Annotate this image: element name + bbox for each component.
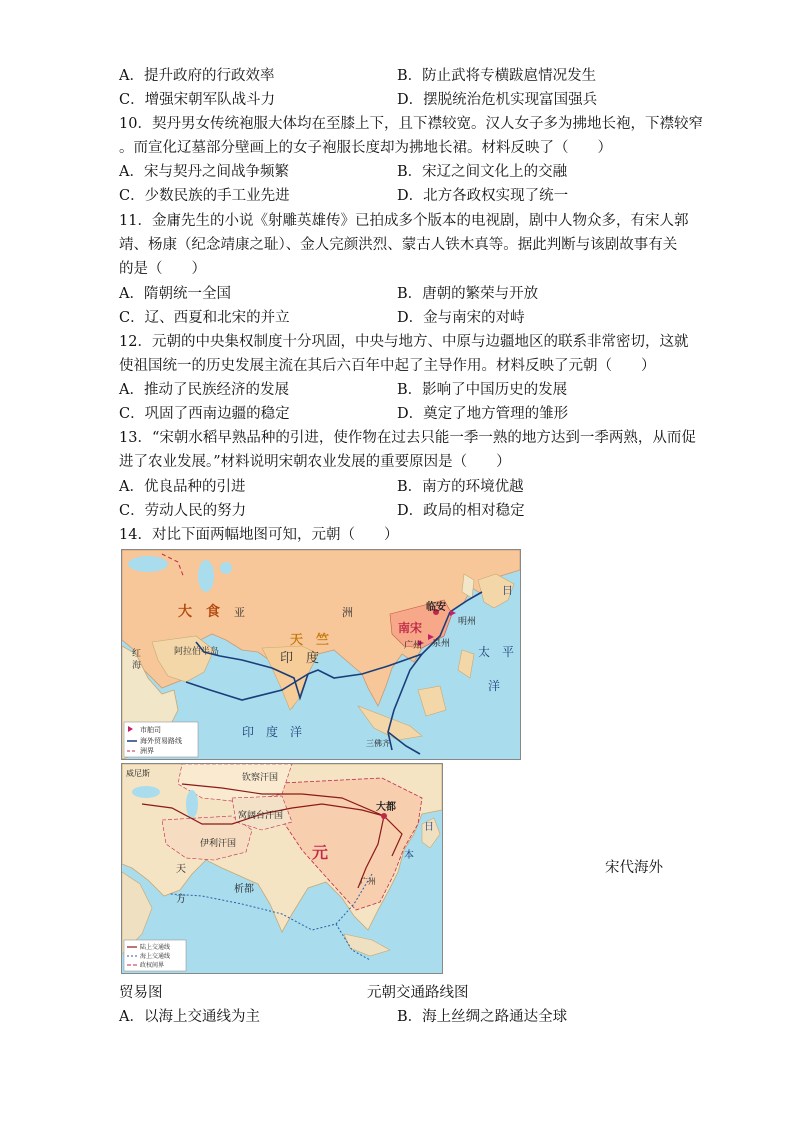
- q11-stem-line3: 的是（ ）: [119, 261, 206, 277]
- label-ben: 本: [404, 850, 414, 861]
- q10-stem-line2: 。而宣化辽墓部分壁画上的女子袍服长度却为拂地长裙。材料反映了（ ）: [119, 140, 612, 156]
- legend-border-label: 政权间界: [140, 962, 165, 969]
- label-indian-ocean: 印 度 洋: [242, 725, 303, 739]
- q9-option-c: C．增强宋朝军队战斗力: [119, 92, 276, 108]
- q10-option-b: B．宋辽之间文化上的交融: [397, 164, 568, 180]
- map1-caption-part2: 贸易图: [119, 985, 163, 1001]
- q13-option-d: D．政局的相对稳定: [397, 503, 525, 519]
- aral-sea: [220, 562, 232, 574]
- label-ya: 亚: [234, 606, 245, 619]
- label-dashi: 大 食: [178, 604, 220, 620]
- q10-option-d: D．北方各政权实现了统一: [397, 188, 569, 204]
- label-tian: 天: [176, 864, 186, 875]
- song-trade-map-graphic: [122, 550, 520, 759]
- song-overseas-trade-map: [121, 549, 521, 760]
- label-hai: 海: [132, 661, 142, 671]
- label-nansong: 南宋: [398, 621, 423, 635]
- caspian-sea: [198, 560, 214, 592]
- label-yindu: 印 度: [280, 651, 320, 666]
- label-linan: 临安: [426, 602, 446, 613]
- q10-stem-line1: 10．契丹男女传统袍服大体均在至膝上下，且下襟较宽。汉人女子多为拂地长袍，下襟较窄: [119, 116, 703, 132]
- q12-stem-line1: 12．元朝的中央集权制度十分巩固，中央与地方、中原与边疆地区的联系非常密切，这就: [119, 334, 689, 350]
- q11-stem-line2: 靖、杨康（纪念靖康之耻）、金人完颜洪烈、蒙古人铁木真等。据此判断与该剧故事有关: [119, 237, 678, 253]
- label-zhou: 洲: [342, 606, 353, 619]
- label-ri-2: 日: [424, 822, 434, 833]
- label-ri: 日: [502, 584, 513, 597]
- label-xidu: 析都: [234, 884, 254, 895]
- q12-option-d: D．奠定了地方管理的雏形: [397, 406, 569, 422]
- q11-option-a: A．隋朝统一全国: [119, 286, 231, 302]
- label-yuan: 元: [312, 843, 329, 862]
- q14-stem: 14．对比下面两幅地图可知，元朝（ ）: [119, 527, 399, 543]
- label-qinchahan: 钦察汗国: [242, 773, 279, 783]
- label-sanfoqi: 三佛齐: [366, 739, 390, 748]
- legend-trade-route-label: 海外贸易路线: [140, 737, 182, 745]
- q10-option-a: A．宋与契丹之间战争频繁: [119, 164, 289, 180]
- q14-option-b: B．海上丝绸之路通达全球: [397, 1009, 568, 1025]
- label-wokuotai: 窝阔台汗国: [238, 811, 284, 821]
- map1-caption-part1: 宋代海外: [605, 860, 663, 876]
- label-tianzhu: 天 竺: [290, 633, 330, 648]
- q13-stem-line1: 13．“宋朝水稻早熟品种的引进，使作物在过去只能一季一熟的地方达到一季两熟，从而促: [119, 430, 696, 446]
- label-guangzhou: 广州: [404, 641, 423, 651]
- q12-option-a: A．推动了民族经济的发展: [119, 382, 289, 398]
- label-yilihan: 伊利汗国: [200, 839, 237, 849]
- yuan-transport-map-graphic: [122, 764, 442, 973]
- yuan-transport-routes-map: [121, 763, 443, 974]
- label-alabo: 阿拉伯半岛: [174, 647, 220, 657]
- legend-sea-route-label: 海上交通线: [140, 953, 171, 960]
- q13-stem-line2: 进了农业发展。”材料说明宋朝农业发展的重要原因是（ ）: [119, 454, 511, 470]
- label-hong: 红: [132, 649, 142, 659]
- q11-stem-line1: 11．金庸先生的小说《射雕英雄传》已拍成多个版本的电视剧，剧中人物众多，有宋人郭: [119, 213, 689, 229]
- black-sea: [128, 556, 168, 572]
- legend-land-route-label: 陆上交通线: [140, 944, 171, 951]
- caspian-sea-2: [186, 790, 198, 818]
- map2-caption: 元朝交通路线图: [367, 985, 469, 1001]
- label-taiping: 太 平: [478, 645, 515, 659]
- q9-option-d: D．摆脱统治危机实现富国强兵: [397, 92, 598, 108]
- label-weinisi: 威尼斯: [126, 769, 150, 778]
- q13-option-a: A．优良品种的引进: [119, 479, 246, 495]
- q13-option-b: B．南方的环境优越: [397, 479, 524, 495]
- legend-shibosi-label: 市舶司: [140, 726, 161, 734]
- q12-stem-line2: 使祖国统一的历史发展主流在其后六百年中起了主导作用。材料反映了元朝（ ）: [119, 358, 656, 374]
- q9-option-a: A．提升政府的行政效率: [119, 68, 275, 84]
- q14-option-a: A．以海上交通线为主: [119, 1009, 260, 1025]
- black-sea-2: [132, 786, 160, 798]
- q9-option-b: B．防止武将专横跋扈情况发生: [397, 68, 597, 84]
- label-fang: 方: [176, 894, 186, 905]
- capital-dadu-marker: [381, 813, 387, 819]
- q11-option-c: C．辽、西夏和北宋的并立: [119, 310, 290, 326]
- q11-option-d: D．金与南宋的对峙: [397, 310, 525, 326]
- label-yang: 洋: [488, 679, 501, 693]
- q10-option-c: C．少数民族的手工业先进: [119, 188, 290, 204]
- q11-option-b: B．唐朝的繁荣与开放: [397, 286, 539, 302]
- q13-option-c: C．劳动人民的努力: [119, 503, 247, 519]
- label-quanzhou: 泉州: [432, 639, 451, 649]
- legend-boundary-label: 洲界: [140, 747, 154, 755]
- q12-option-c: C．巩固了西南边疆的稳定: [119, 406, 290, 422]
- label-mingzhou: 明州: [458, 617, 477, 627]
- label-dadu: 大都: [376, 802, 396, 813]
- q12-option-b: B．影响了中国历史的发展: [397, 382, 568, 398]
- label-guangzhou-2: 广州: [360, 877, 376, 886]
